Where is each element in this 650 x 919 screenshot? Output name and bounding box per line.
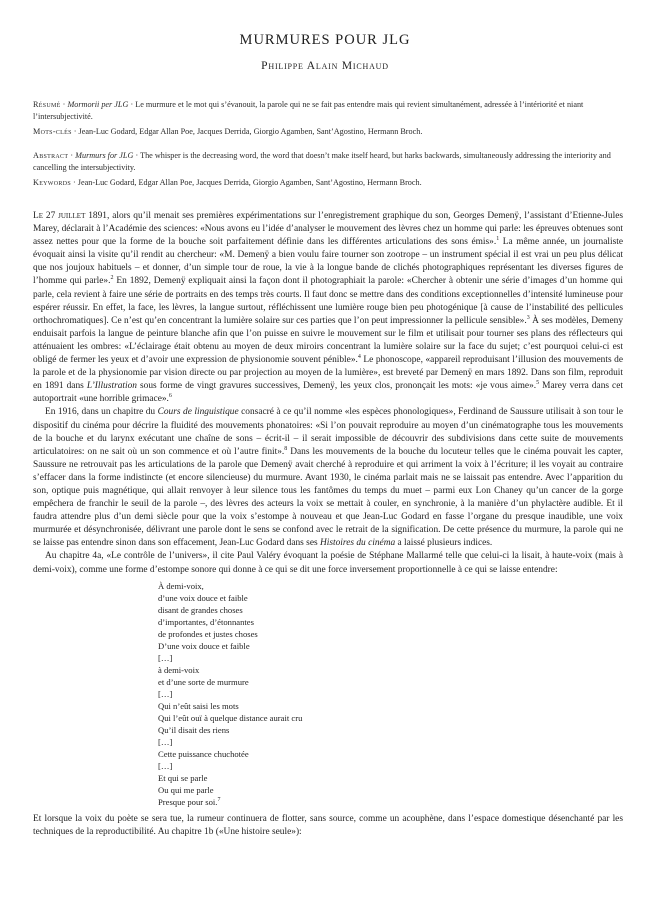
paragraph-3: Au chapitre 4a, «Le contrôle de l’univers», il cite Paul Valéry évoquant la poésie de Stéphane Mallarmé telle que celui-ci la lisait, à haute-voix (mais à demi-voix), comme une forme d’estompe sonore qui donne à ce qui se dit une force inversement proportionnelle à ce qui se laisse entendre: [33, 551, 623, 575]
poem-line: Ou qui me parle [158, 785, 214, 796]
poem-line: d’importantes, d’étonnantes [158, 616, 254, 627]
poem-line: et d’une sorte de murmure [158, 677, 249, 687]
poem-line: Qu’il disait des riens [158, 725, 230, 736]
footnote-ref: 8 [284, 445, 288, 452]
abstract-en-text: · The whisper is the decreasing word, the word that doesn’t make itself heard, but harks backwards, simultaneously addressing the interiority and cancelling the intersubjectivity. [33, 151, 611, 172]
poem-line: […] [158, 689, 173, 700]
poem-line: […] [158, 761, 173, 772]
paragraph-4: Et lorsque la voix du poète se sera tue, la rumeur continuera de flotter, sans source, comme un acouphène, dans l’espace domestique désenchanté par les techniques de la reproductibilité. Au chapitre 1b («Une histoire seule»): [33, 813, 623, 837]
abstract-en-label: Abstract [33, 151, 69, 160]
paragraph-1-lead: Le 27 juillet 1891 [33, 211, 107, 221]
poem-line: de profondes et justes choses [158, 628, 258, 639]
poem-quote [158, 580, 623, 809]
keywords-en-text: · Jean-Luc Godard, Edgar Allan Poe, Jacques Derrida, Giorgio Agamben, Sant’Agostino, Hermann Broch. [70, 178, 422, 187]
abstract-en-title: Murmurs for JLG [75, 151, 134, 160]
keywords-fr-text: · Jean-Luc Godard, Edgar Allan Poe, Jacques Derrida, Giorgio Agamben, Sant’Agostino, Hermann Broch. [71, 127, 423, 136]
poem-line: disant de grandes choses [158, 604, 243, 615]
abstract-fr: Résumé · Mormorii per JLG · Le murmure et le mot qui s’évanouit, la parole qui ne se fait pas entendre mais qui revient simultanément, adressée à l’intériorité et niant l’intersubjectivité. [33, 100, 584, 121]
footnote-ref: 7 [217, 797, 221, 804]
footnote-ref: 3 [526, 314, 530, 321]
footnote-ref: 1 [496, 236, 500, 243]
poem-line: Presque pour soi.$^7$ [158, 797, 221, 808]
poem-line: À demi-voix, [158, 580, 204, 591]
keywords-en [33, 177, 623, 189]
poem-line: D’une voix douce et faible [158, 640, 250, 651]
paragraph-1: Le 27 juillet 1891, alors qu’il menait ses premières expérimentations sur l’enregistrement graphique du son, Georges Demenÿ, l’assistant d’Etienne-Jules Marey, déclarait à l’Académie des sciences: «Nous avons eu l’idée d’analyser le mouvement des lèvres chez un homme qui parle: les épreuves obtenues sont assez nettes pour que la forme de la bouche soit parfaitement définie dans les différentes articulations des sons émis».$^1$ La même année, un journaliste évoquait ainsi la visite qu’il rendit au chercheur: «M. Demenÿ a bien voulu faire tourner son zootrope – un instrument spécial il est vrai un peu plus délicat que nos joujoux habituels – et donner, d’un simple tour de roue, la vie à la longue bande de clichés photographiques représentant les diverses figures de l’homme qui parle».$^2$ En 1892, Demenÿ expliquait ainsi la façon dont il photographiait la parole: «Chercher à obtenir une série d’images d’un homme qui parle, cela revient à faire une série de portraits en des temps très courts. Il faut donc se mettre dans des conditions exceptionnelles d’intensité lumineuse pour espérer réussir. En effet, la face, les lèvres, la langue surtout, réfléchissent une lumière rouge bien peu photogénique [à cause de l’instabilité des pellicules orthochromatiques]. Ce n’est qu’en concentrant la lumière solaire sur ces parties que l’on peut impressionner la pellicule sensible».$^3$ À ses modèles, Demeny enduisait parfois la langue de peinture blanche afin que l’on puisse en suivre le mouvement sur le film et utilisait pour tourner ses plans des réflecteurs qui atténuaient les ombres: «L’éclairage était obtenu au moyen de deux miroirs concentrant la lumière solaire sur la face du sujet; c’est pourquoi celui-ci est obligé de fermer les yeux et d’avoir une expression de physionomie souvent pénible».$^4$ Le phonoscope, «appareil reproduisant l’illusion des mouvements de la parole et de la physionomie par vision directe ou par projection au moyen de la lumière», est breveté par Demenÿ en mars 1892. Dans son film, reproduit en 1891 dans L’Illustration sous forme de vingt gravures successives, Demenÿ, les yeux clos, prononçait les mots: «je vous aime».$^5$ Marey verra dans cet autoportrait «une horrible grimace».$^6$ [33, 211, 624, 405]
footnote-ref: 2 [110, 275, 114, 282]
poem-line: Qui n’eût saisi les mots [158, 701, 239, 712]
paragraph-2: En 1916, dans un chapitre du Cours de linguistique consacré à ce qu’il nomme «les espèces phonologiques», Ferdinand de Saussure utilisait à son tour le dispositif du cinéma pour décrire la fluidité des mouvements phonatoires: «Si l’on pouvait reproduire au moyen d’un cinématographe tous les mouvements de la bouche et du larynx exécutant une chaîne de sons – écrit-il – il serait impossible de découvrir des subdivisions dans cette suite de mouvements articulatoires: on ne sait où un son commence et où l’autre finit».$^8$ Dans les mouvements de la bouche du locuteur telles que le cinéma pouvait les capter, Saussure ne retrouvait pas les articulations de la parole que Demenÿ avait cherché à reproduire et qui arriment la voix à l’écriture; il les voyait au contraire s’effacer dans la forme indistincte (et encore silencieuse) du murmure. Avant 1930, le cinéma parlait mais ne se laissait pas entendre. Avec l’apparition du son, optique puis magnétique, qui allait renvoyer à leur silence tous les fantômes du temps du muet – parmi eux Lon Chaney qu’un cancer de la gorge empêchera de franchir le seuil de la parole –, des lèvres des acteurs la voix se mettait à couler, en synchronie, à la manière d’un phylactère audible. Et il faudra attendre plus d’un demi siècle pour que la voix s’estompe à nouveau et que Jean-Luc Godard en fasse l’organe du presque inaudible, une voix murmurée et désynchronisée, délivrant une parole dont le sens se confond avec le retrait de la signification. De cette présence du murmure, la parole qui ne se laisse pas entendre sinon dans son effacement, Jean-Luc Godard dans ses Histoires du cinéma a laissé plusieurs indices. [33, 407, 624, 549]
footnote-ref: 5 [536, 380, 540, 387]
poem-line: Cette puissance chuchotée [158, 749, 249, 760]
abstract-fr-label: Résumé [33, 100, 61, 109]
article-body [33, 210, 623, 839]
article-title: MURMURES POUR JLG [239, 32, 411, 48]
footnote-ref: 6 [168, 393, 172, 400]
poem-line: Et qui se parle [158, 773, 208, 784]
keywords-fr [33, 126, 623, 138]
footnote-ref: 4 [357, 353, 361, 360]
abstract-fr-text: · Le murmure et le mot qui s’évanouit, la parole qui ne se fait pas entendre mais qui revient simultanément, adressée à l’intériorité et niant l’intersubjectivité. [33, 100, 584, 121]
keywords-fr-label: Mots-clés [33, 127, 72, 136]
poem-line: […] [158, 737, 173, 748]
poem-line: à demi-voix [158, 664, 200, 675]
poem-line: […] [158, 652, 173, 663]
poem-line: Qui l’eût ouï à quelque distance aurait cru [158, 713, 303, 724]
abstract-fr-title: Mormorii per JLG [67, 100, 129, 109]
abstract-en: Abstract · Murmurs for JLG · The whisper is the decreasing word, the word that doesn’t make itself heard, but harks backwards, simultaneously addressing the interiority and cancelling the intersubjectivity. [33, 151, 611, 172]
article-author: Philippe Alain Michaud [261, 60, 389, 72]
keywords-en-label: Keywords [33, 178, 71, 187]
poem-line: d’une voix douce et faible [158, 592, 248, 603]
